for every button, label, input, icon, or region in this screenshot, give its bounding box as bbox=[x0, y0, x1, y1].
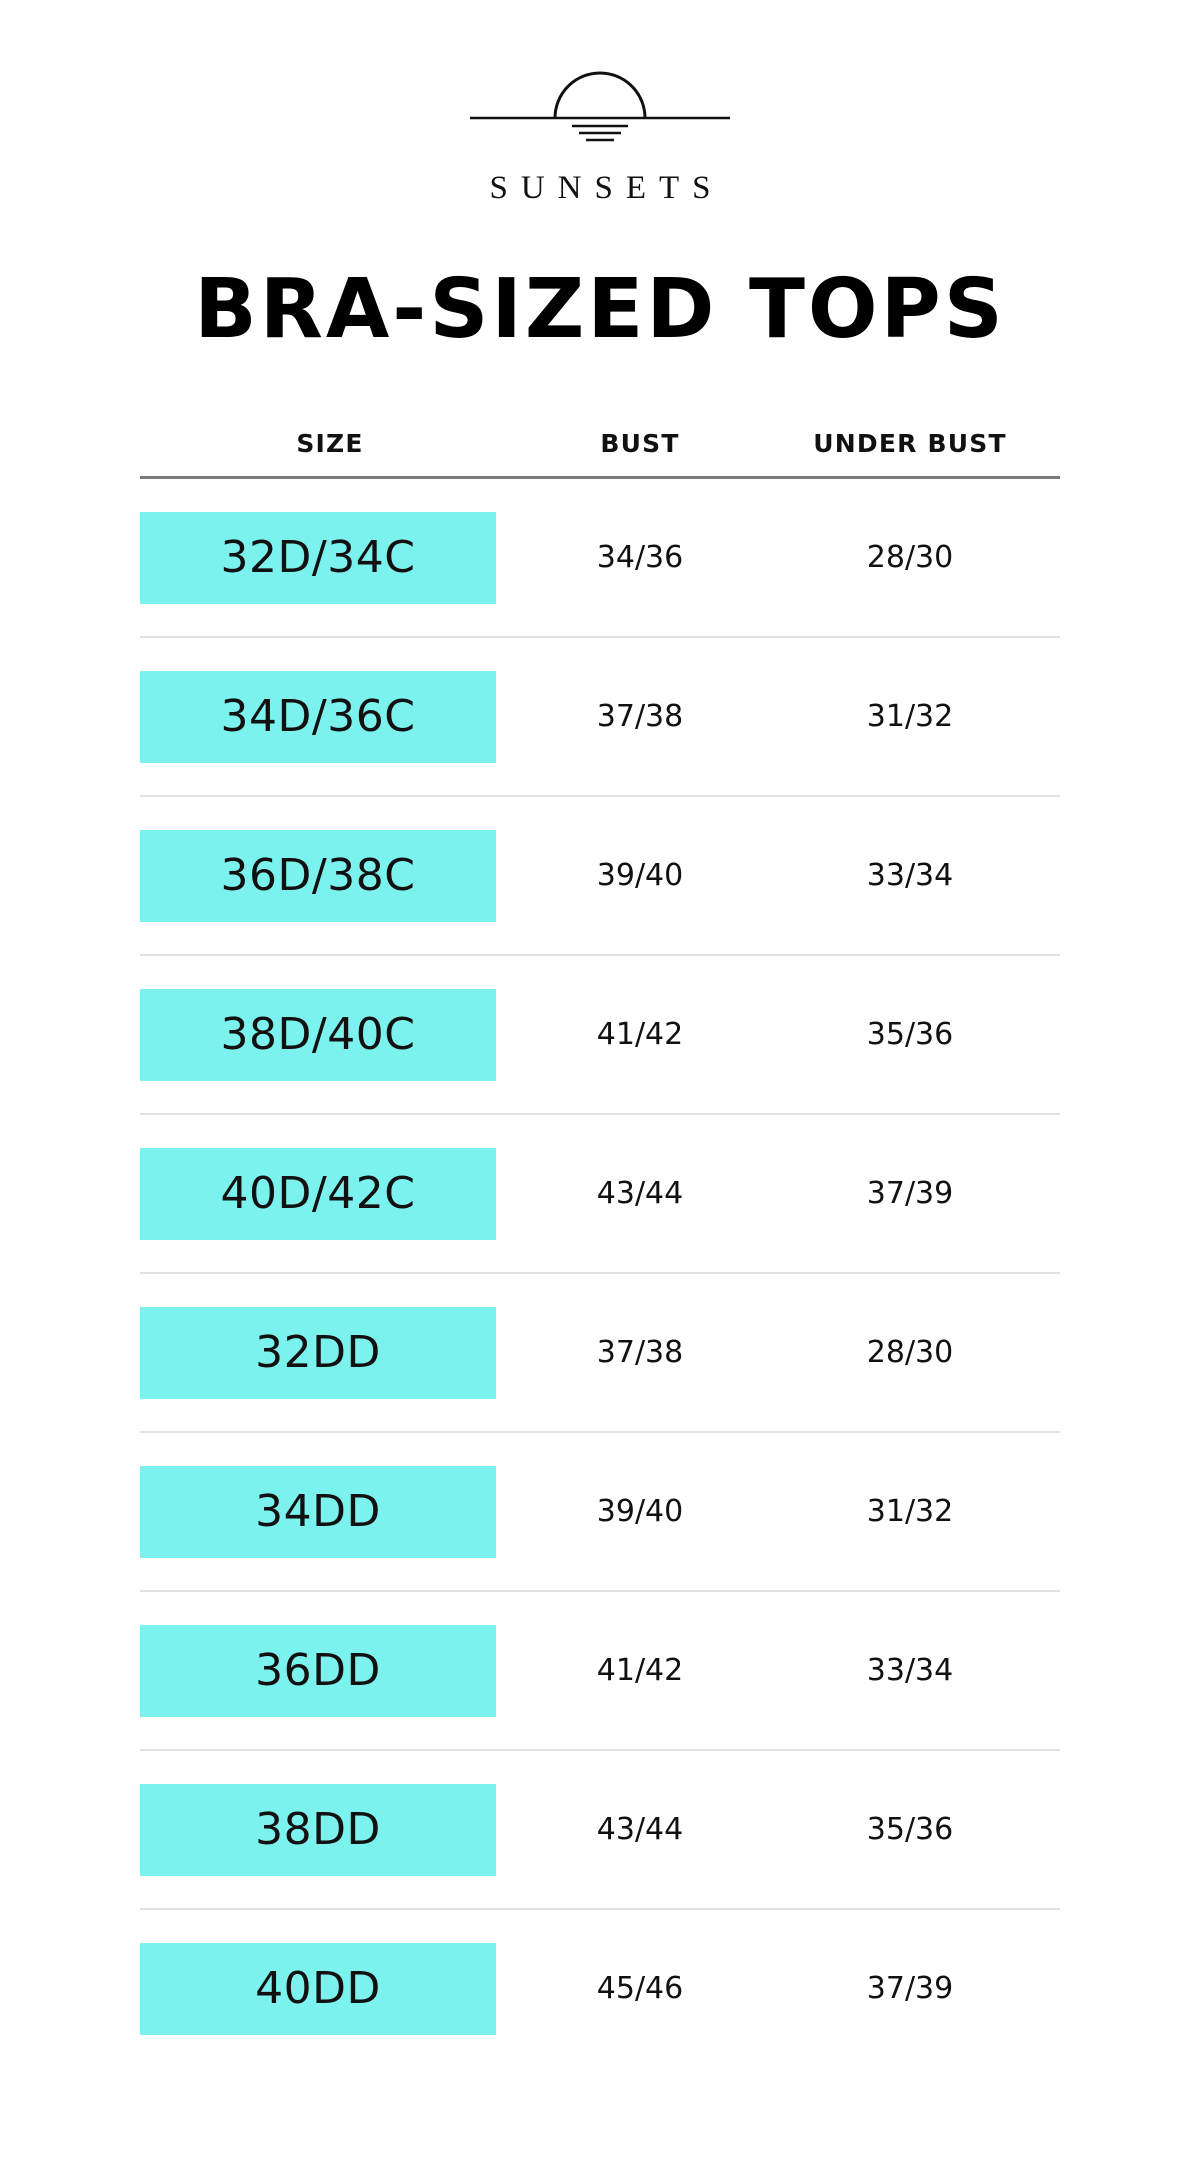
table-row bbox=[140, 479, 1060, 638]
size-cell bbox=[140, 671, 520, 763]
under-bust-cell: 35/36 bbox=[866, 1812, 954, 1847]
brand-header bbox=[0, 0, 1200, 207]
brand-wordmark: SUNSETS bbox=[489, 170, 724, 206]
under-bust-cell: 33/34 bbox=[866, 858, 954, 893]
table-row bbox=[140, 956, 1060, 1115]
size-cell bbox=[140, 1943, 520, 2035]
bust-cell: 39/40 bbox=[596, 858, 684, 893]
table-row bbox=[140, 1115, 1060, 1274]
size-chip: 34DD bbox=[140, 1466, 496, 1558]
under-bust-cell: 35/36 bbox=[866, 1017, 954, 1052]
column-header-bust: BUST bbox=[600, 429, 680, 458]
size-cell bbox=[140, 989, 520, 1081]
under-bust-cell: 37/39 bbox=[866, 1971, 954, 2006]
table-row bbox=[140, 1274, 1060, 1433]
under-bust-cell: 31/32 bbox=[866, 1494, 954, 1529]
table-row bbox=[140, 1592, 1060, 1751]
under-bust-cell: 28/30 bbox=[866, 1335, 954, 1370]
size-cell bbox=[140, 830, 520, 922]
under-bust-cell: 33/34 bbox=[866, 1653, 954, 1688]
size-table bbox=[140, 429, 1060, 2067]
table-header-row bbox=[140, 429, 1060, 476]
bust-cell: 43/44 bbox=[596, 1176, 684, 1211]
bust-cell: 34/36 bbox=[596, 540, 684, 575]
sunset-over-water-icon bbox=[460, 62, 740, 152]
size-cell bbox=[140, 1625, 520, 1717]
size-chip: 32D/34C bbox=[140, 512, 496, 604]
size-cell bbox=[140, 1307, 520, 1399]
bust-cell: 43/44 bbox=[596, 1812, 684, 1847]
page-title: BRA-SIZED TOPS bbox=[194, 262, 1006, 357]
size-chip: 40DD bbox=[140, 1943, 496, 2035]
size-chip: 36DD bbox=[140, 1625, 496, 1717]
under-bust-cell: 37/39 bbox=[866, 1176, 954, 1211]
table-row bbox=[140, 638, 1060, 797]
size-chip: 38DD bbox=[140, 1784, 496, 1876]
column-header-size: SIZE bbox=[296, 429, 364, 458]
table-row bbox=[140, 797, 1060, 956]
bust-cell: 39/40 bbox=[596, 1494, 684, 1529]
size-chip: 34D/36C bbox=[140, 671, 496, 763]
size-cell bbox=[140, 1148, 520, 1240]
bust-cell: 37/38 bbox=[596, 699, 684, 734]
bust-cell: 41/42 bbox=[596, 1653, 684, 1688]
table-row bbox=[140, 1751, 1060, 1910]
table-row bbox=[140, 1433, 1060, 1592]
bust-cell: 45/46 bbox=[596, 1971, 684, 2006]
table-row bbox=[140, 1910, 1060, 2067]
size-chip: 38D/40C bbox=[140, 989, 496, 1081]
size-chip: 32DD bbox=[140, 1307, 496, 1399]
bust-cell: 37/38 bbox=[596, 1335, 684, 1370]
size-chip: 40D/42C bbox=[140, 1148, 496, 1240]
under-bust-cell: 31/32 bbox=[866, 699, 954, 734]
bust-cell: 41/42 bbox=[596, 1017, 684, 1052]
column-header-under-bust: UNDER BUST bbox=[813, 429, 1007, 458]
size-cell bbox=[140, 512, 520, 604]
size-cell bbox=[140, 1784, 520, 1876]
under-bust-cell: 28/30 bbox=[866, 540, 954, 575]
size-chip: 36D/38C bbox=[140, 830, 496, 922]
size-cell bbox=[140, 1466, 520, 1558]
